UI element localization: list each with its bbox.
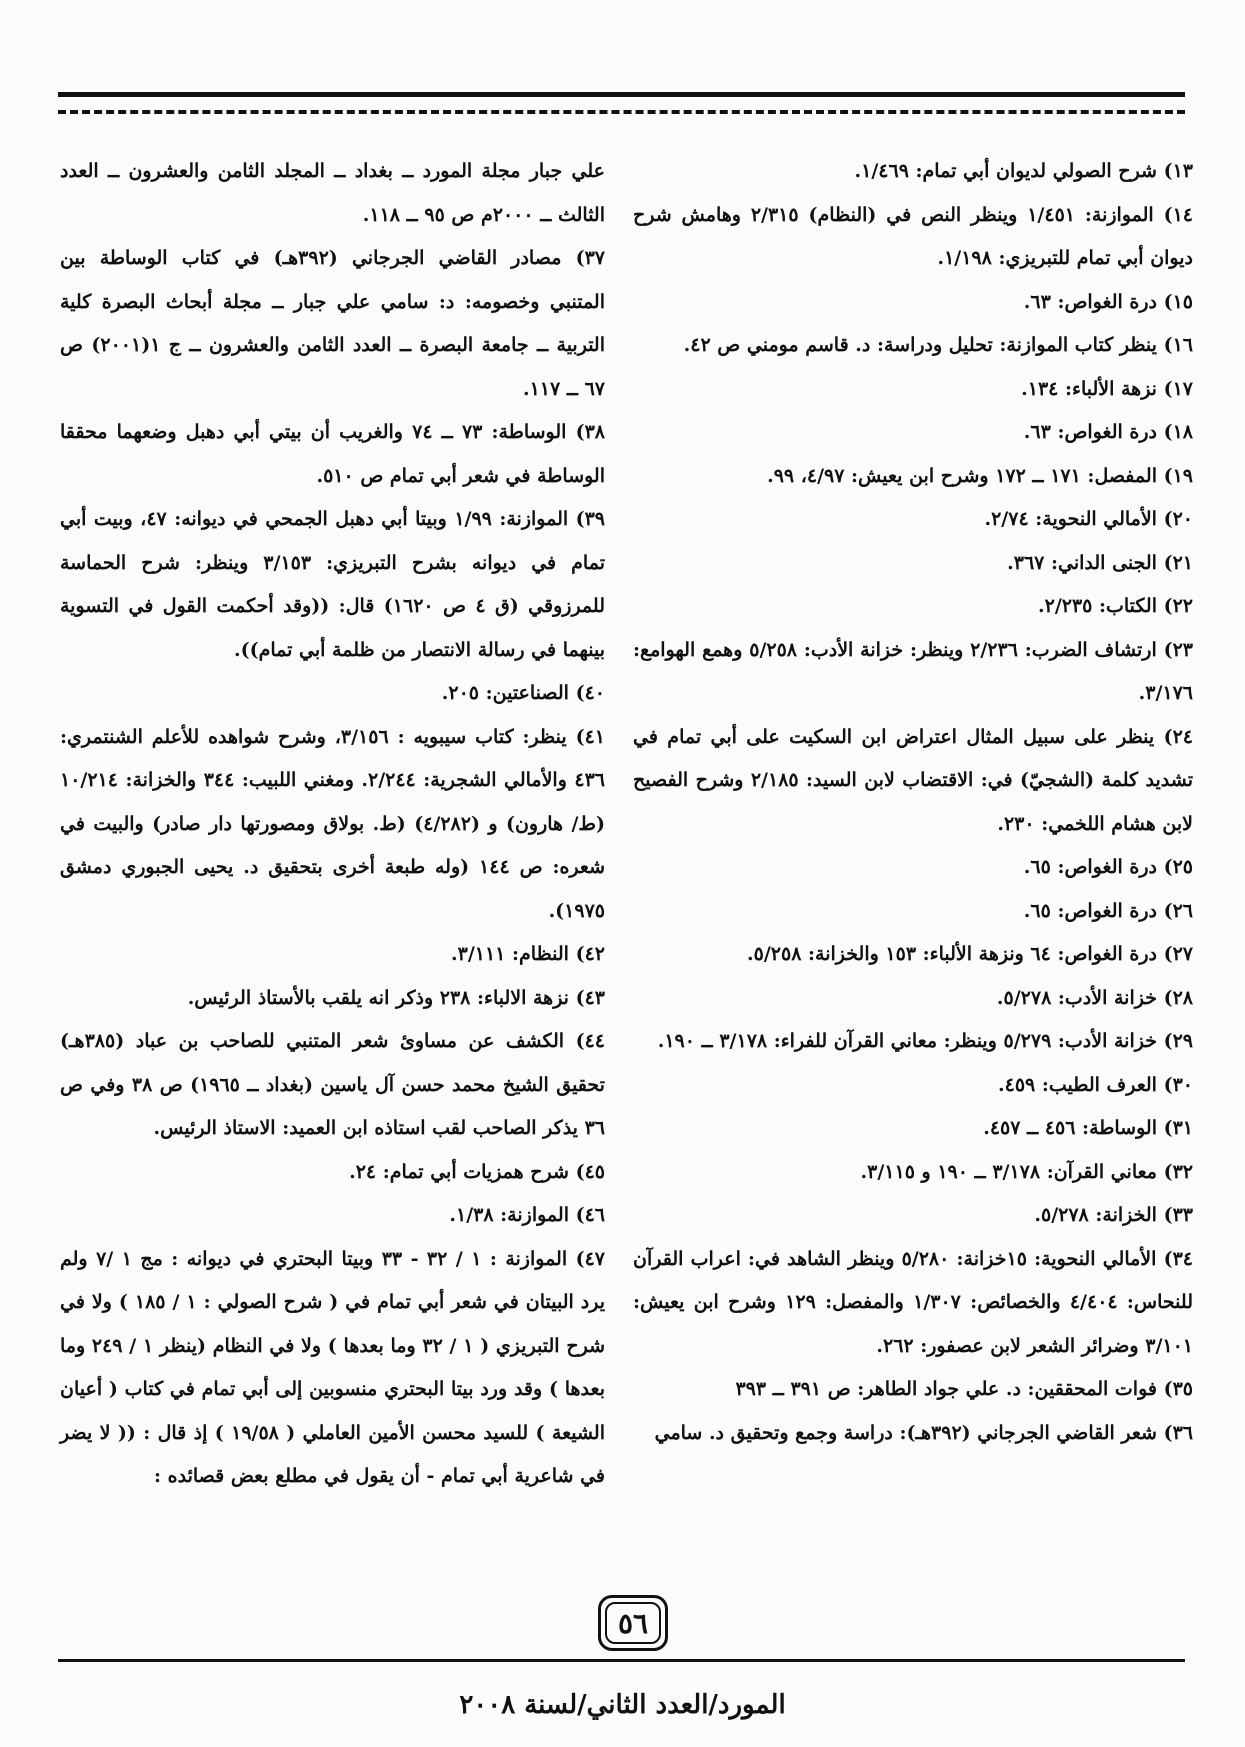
footnote-16: ١٦) ينظر كتاب الموازنة: تحليل ودراسة: د. قاسم مومني ص ٤٢. (683, 334, 1193, 356)
footnote-22: ٢٢) الكتاب: ٢/٢٣٥. (1037, 595, 1193, 617)
footer-rule (58, 1659, 1185, 1662)
footnotes-left-column (53, 150, 606, 1499)
footnote-37: ٣٧) مصادر القاضي الجرجاني (٣٩٢هـ) في كتاب الوساطة بين المتنبي وخصومه: د: سامي علي جبار ــ مجلة أبحاث البصرة كلية التربية ــ جامعة البصرة ــ العدد الثامن والعشرون ــ ج ١(٢٠٠١) ص ٦٧ ــ ١١٧. (53, 247, 606, 400)
footnote-21: ٢١) الجنى الداني: ٣٦٧. (1007, 551, 1193, 574)
footnote-26: ٢٦) درة الغواص: ٦٥. (1023, 899, 1193, 922)
footnote-35: ٣٥) فوات المحققين: د. علي جواد الطاهر: ص ٣٩١ ــ ٣٩٣ (735, 1378, 1193, 1400)
footnote-39: ٣٩) الموازنة: ١/٩٩ وبيتا أبي دهبل الجمحي في ديوانه: ٤٧، وبيت أبي تمام في ديوانه بشرح التبريزي: ٣/١٥٣ وينظر: شرح الحماسة للمرزوقي (ق ٤ ص ١٦٢٠) قال: ((وقد أحكمت القول في التسوية بينهما في رسالة الانتصار من ظلمة أبي تمام)). (53, 508, 606, 661)
header-rule-dashed (58, 110, 1185, 114)
footnote-34: ٣٤) الأمالي النحوية: ١٥خزانة: ٥/٢٨٠ وينظر الشاهد في: اعراب القرآن للنحاس: ٤/٤٠٤ والخصائص: ١/٣٠٧ والمفصل: ١٢٩ وشرح ابن يعيش: ٣/١٠١ وضرائر الشعر لابن عصفور: ٢٦٢. (626, 1247, 1193, 1357)
footnote-25: ٢٥) درة الغواص: ٦٥. (1023, 856, 1193, 878)
footnote-20: ٢٠) الأمالي النحوية: ٢/٧٤. (984, 508, 1193, 530)
header-rule-thick (58, 92, 1185, 97)
footnote-15: ١٥) درة الغواص: ٦٣. (1023, 290, 1193, 313)
footnote-43: ٤٣) نزهة الالباء: ٢٣٨ وذكر انه يلقب بالأستاذ الرئيس. (187, 986, 605, 1009)
footnote-32: ٣٢) معاني القرآن: ٣/١٧٨ ــ ١٩٠ و ٣/١١٥. (860, 1160, 1193, 1183)
footnote-42: ٤٢) النظام: ٣/١١١. (451, 943, 605, 965)
footnote-40: ٤٠) الصناعتين: ٢٠٥. (441, 682, 605, 704)
footnote-38: ٣٨) الوساطة: ٧٣ ــ ٧٤ والغريب أن بيتي أبي دهبل وضعهما محققا الوساطة في شعر أبي تمام ص ٥١٠. (53, 421, 605, 487)
footnote-17: ١٧) نزهة الألباء: ١٣٤. (1021, 377, 1193, 400)
footnote-45: ٤٥) شرح همزيات أبي تمام: ٢٤. (349, 1160, 605, 1183)
footnote-30: ٣٠) العرف الطيب: ٤٥٩. (998, 1073, 1193, 1096)
footnote-31: ٣١) الوساطة: ٤٥٦ ــ ٤٥٧. (983, 1117, 1193, 1139)
footnotes-right-column (626, 150, 1193, 1455)
footnote-47: ٤٧) الموازنة : ١ / ٣٢ - ٣٣ وبيتا البحتري في ديوانه : مج ١ /٧ ولم يرد البيتان في شعر أبي تمام في ( شرح الصولي : ١ / ١٨٥ ) ولا في شرح التبريزي ( ١ / ٣٢ وما بعدها ) ولا في النظام (ينظر ١ / ٢٤٩ وما بعدها ) وقد ورد بيتا البحتري منسوبين إلى أبي تمام في كتاب ( أعيان الشيعة ) للسيد محسن الأمين العاملي ( ١٩/٥٨ ) إذ قال : (( لا يضر في شاعرية أبي تمام - أن يقول في مطلع بعض قصائده : (53, 1247, 605, 1487)
footnote-33: ٣٣) الخزانة: ٥/٢٧٨. (1034, 1204, 1193, 1226)
footnote-28: ٢٨) خزانة الأدب: ٥/٢٧٨. (996, 986, 1193, 1009)
footnote-13: ١٣) شرح الصولي لديوان أبي تمام: ١/٤٦٩. (854, 160, 1193, 182)
footnote-14: ١٤) الموازنة: ١/٤٥١ وينظر النص في (النظام) ٢/٣١٥ وهامش شرح ديوان أبي تمام للتبريزي: ١/١٩٨. (626, 203, 1193, 269)
footnote-19: ١٩) المفصل: ١٧١ ــ ١٧٢ وشرح ابن يعيش: ٤/٩٧، ٩٩. (767, 464, 1193, 487)
footnote-44: ٤٤) الكشف عن مساوئ شعر المتنبي للصاحب بن عباد (٣٨٥هـ) تحقيق الشيخ محمد حسن آل ياسين (بغداد ــ ١٩٦٥) ص ٣٨ وفي ص ٣٦ يذكر الصاحب لقب استاذه ابن العميد: الاستاذ الرئيس. (53, 1030, 605, 1139)
footnote-18: ١٨) درة الغواص: ٦٣. (1023, 421, 1193, 443)
footnote-27: ٢٧) درة الغواص: ٦٤ ونزهة الألباء: ١٥٣ والخزانة: ٥/٢٥٨. (747, 943, 1193, 965)
page-number-frame (598, 1595, 668, 1651)
page-number: ٥٦ (605, 1602, 661, 1644)
footnote-36: ٣٦) شعر القاضي الجرجاني (٣٩٢هـ): دراسة وجمع وتحقيق د. سامي (654, 1421, 1193, 1444)
footnote-23: ٢٣) ارتشاف الضرب: ٢/٢٣٦ وينظر: خزانة الأدب: ٥/٢٥٨ وهمع الهوامع: ٣/١٧٦. (626, 638, 1193, 704)
footnote-29: ٢٩) خزانة الأدب: ٥/٢٧٩ وينظر: معاني القرآن للفراء: ٣/١٧٨ ــ ١٩٠. (657, 1030, 1193, 1052)
footnote-24: ٢٤) ينظر على سبيل المثال اعتراض ابن السكيت على أبي تمام في تشديد كلمة (الشجيّ) في: الاقتضاب لابن السيد: ٢/١٨٥ وشرح الفصيح لابن هشام اللخمي: ٢٣٠. (626, 725, 1193, 835)
footnote-41: ٤١) ينظر: كتاب سيبويه : ٣/١٥٦، وشرح شواهده للأعلم الشنتمري: ٤٣٦ والأمالي الشجرية: ٢/٢٤٤. ومغني اللبيب: ٣٤٤ والخزانة: ١٠/٢١٤ (ط/ هارون) و (٤/٢٨٢) (ط. بولاق ومصورتها دار صادر) والبيت في شعره: ص ١٤٤ (وله طبعة أخرى بتحقيق د. يحيى الجبوري دمشق ١٩٧٥). (53, 725, 605, 922)
footnote-46: ٤٦) الموازنة: ١/٣٨. (449, 1204, 605, 1226)
journal-issue-line: المورد/العدد الثاني/لسنة ٢٠٠٨ (459, 1690, 786, 1720)
footnote-36-continued: علي جبار مجلة المورد ــ بغداد ــ المجلد الثامن والعشرون ــ العدد الثالث ــ ٢٠٠٠م ص ٩٥ ــ ١١٨. (53, 160, 605, 226)
